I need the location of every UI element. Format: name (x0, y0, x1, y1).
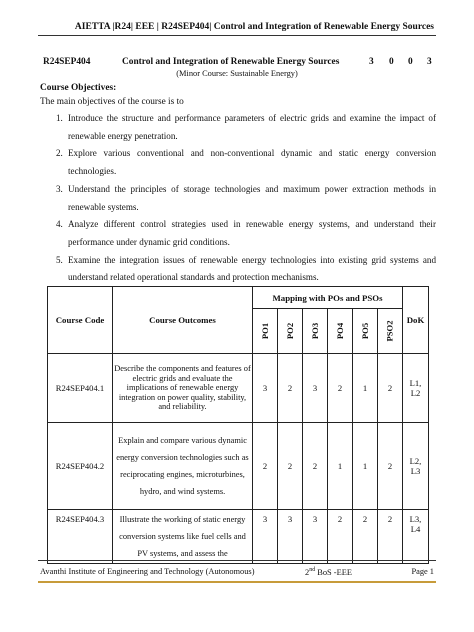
dok-level: L1, (409, 378, 422, 388)
footer-accent-rule (38, 581, 436, 583)
table-row (48, 423, 429, 510)
objectives-list (40, 110, 436, 287)
objective-number: 1. (56, 113, 63, 123)
po-label: PO3 (309, 322, 320, 340)
dok-level: L2 (410, 388, 421, 398)
row-value: 2 (378, 354, 403, 423)
objective-item (40, 145, 436, 180)
objective-item (40, 252, 436, 287)
objective-number: 2. (56, 148, 63, 159)
credit-l: 3 (369, 57, 374, 67)
row-value: 2 (328, 354, 353, 423)
header-po4 (328, 309, 353, 354)
dok-level: L2, (409, 456, 422, 466)
objective-item (40, 181, 436, 216)
objective-number: 4. (56, 219, 63, 230)
header-dok: DoK (403, 287, 429, 354)
dok-level: L4 (410, 524, 421, 534)
po-label: PO4 (334, 322, 345, 340)
row-course-code: R24SEP404.2 (48, 423, 113, 510)
objective-item (40, 216, 436, 251)
row-value: 2 (278, 354, 303, 423)
row-value: 1 (353, 423, 378, 510)
footer-bos-number: 2 (305, 567, 310, 577)
po-label: PSO2 (384, 320, 395, 342)
row-value: 1 (328, 423, 353, 510)
row-dok (403, 510, 429, 564)
course-outcomes-table (47, 286, 429, 564)
row-value: 2 (378, 510, 403, 564)
row-dok (403, 423, 429, 510)
credit-t: 0 (389, 57, 394, 67)
footer-bos-ordinal: nd (309, 567, 316, 573)
row-dok (403, 354, 429, 423)
objective-number: 3. (56, 183, 63, 194)
header-course-code: Course Code (48, 287, 113, 354)
header-mapping: Mapping with POs and PSOs (253, 287, 403, 309)
row-value: 3 (303, 510, 328, 564)
table-row (48, 354, 429, 423)
objectives-heading: Course Objectives: (40, 83, 117, 93)
objective-text: Explore various conventional and non-conventional dynamic and static energy conversion technologies. (68, 148, 436, 177)
objective-text: Introduce the structure and performance parameters of electric grids and examine the impact of renewable energy penetration. (68, 113, 436, 141)
objectives-intro: The main objectives of the course is to (40, 97, 184, 107)
row-value: 3 (303, 354, 328, 423)
objective-number: 5. (56, 254, 63, 265)
running-header: AIETTA |R24| EEE | R24SEP404| Control and Integration of Renewable Energy Sources (74, 22, 434, 32)
footer-rule (38, 560, 436, 561)
objective-item (40, 110, 436, 145)
row-value: 2 (303, 423, 328, 510)
dok-level: L3 (410, 466, 421, 476)
header-po3 (303, 309, 328, 354)
po-label: PO1 (259, 322, 270, 340)
table-row (48, 510, 429, 564)
page-footer (40, 567, 434, 579)
footer-page-number: Page 1 (411, 567, 434, 576)
credit-c: 3 (427, 57, 432, 67)
row-value: 1 (353, 354, 378, 423)
objective-text: Examine the integration issues of renewable energy technologies into existing grid systems and understand related operational standards and protection mechanisms. (68, 254, 436, 283)
row-value: 3 (253, 354, 278, 423)
header-pso2 (378, 309, 403, 354)
row-value: 3 (278, 510, 303, 564)
credit-p: 0 (408, 57, 413, 67)
objective-text: Analyze different control strategies used in renewable energy systems, and understand their performance under dynamic grid conditions. (68, 219, 436, 247)
footer-institute: Avanthi Institute of Engineering and Technology (Autonomous) (40, 567, 255, 576)
header-po5 (353, 309, 378, 354)
course-subtitle: (Minor Course: Sustainable Energy) (176, 69, 298, 78)
row-value: 3 (253, 510, 278, 564)
row-outcome: Illustrate the working of static energy conversion systems like fuel cells and PV systems, and assess the (113, 510, 253, 564)
row-value: 2 (278, 423, 303, 510)
row-outcome: Explain and compare various dynamic energy conversion technologies such as reciprocating engines, microturbines, hydro, and wind systems. (113, 423, 253, 510)
footer-bos-label: BoS -EEE (315, 567, 352, 577)
header-rule (38, 35, 436, 36)
row-value: 2 (253, 423, 278, 510)
po-label: PO5 (359, 322, 370, 340)
po-label: PO2 (284, 322, 295, 340)
row-value: 2 (378, 423, 403, 510)
footer-bos (305, 567, 352, 577)
dok-level: L3, (409, 514, 422, 524)
objective-text: Understand the principles of storage technologies and maximum power extraction methods in renewable systems. (68, 183, 436, 212)
header-course-outcomes: Course Outcomes (113, 287, 253, 354)
course-title: Control and Integration of Renewable Energy Sources (122, 57, 340, 67)
row-course-code: R24SEP404.3 (48, 510, 113, 564)
row-value: 2 (353, 510, 378, 564)
header-po1 (253, 309, 278, 354)
course-code: R24SEP404 (43, 57, 91, 67)
header-po2 (278, 309, 303, 354)
row-value: 2 (328, 510, 353, 564)
row-course-code: R24SEP404.1 (48, 354, 113, 423)
row-outcome: Describe the components and features of electric grids and evaluate the implications of renewable energy integration on power quality, stability, and reliability. (113, 354, 253, 423)
